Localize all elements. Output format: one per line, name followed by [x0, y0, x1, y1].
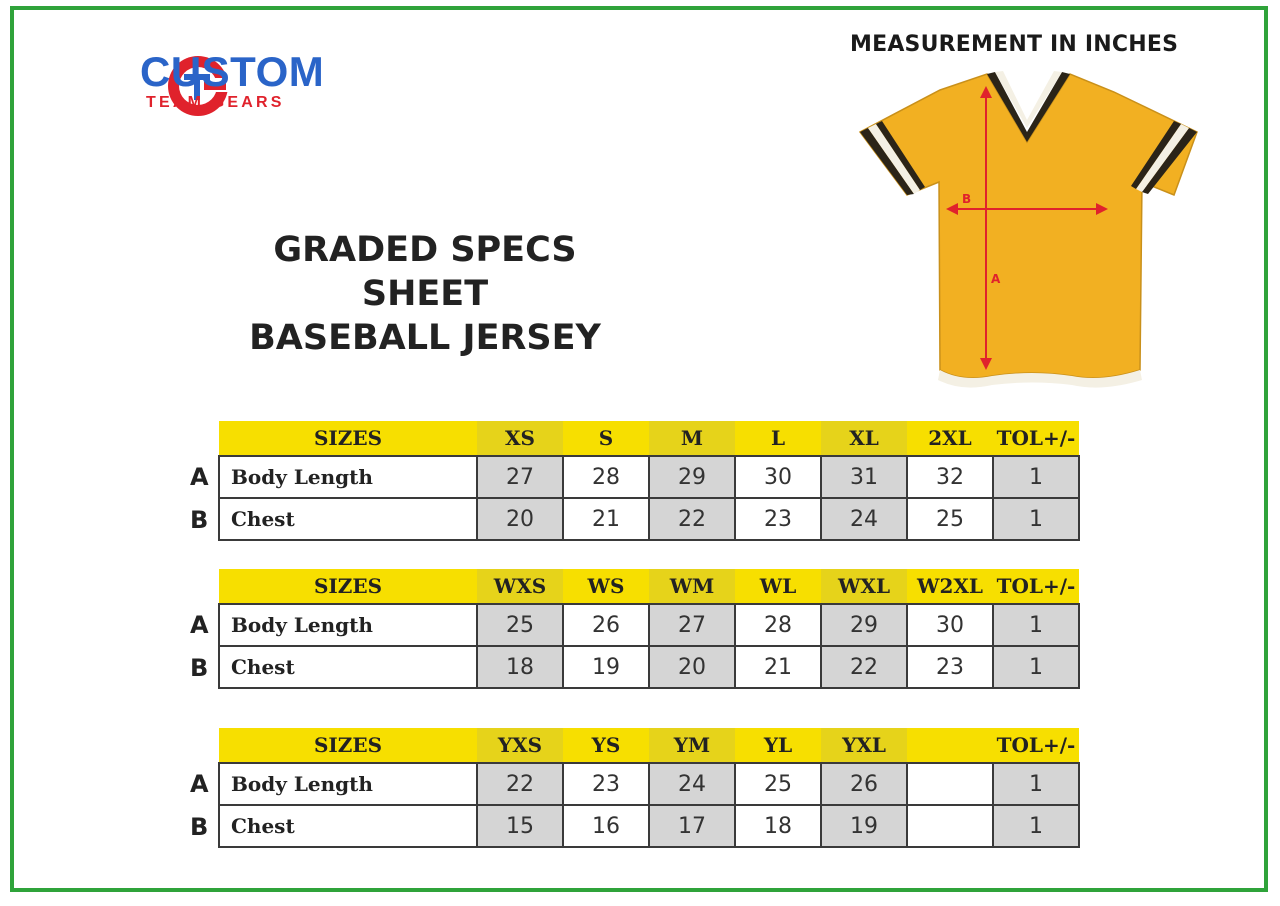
- table-cell: [907, 805, 993, 847]
- tol-cell: 1: [993, 805, 1079, 847]
- table-row: [219, 805, 1079, 847]
- table-cell: 25: [735, 763, 821, 805]
- size-header: YM: [649, 728, 735, 763]
- size-table-youth: [218, 728, 1080, 848]
- table-cell: 27: [649, 604, 735, 646]
- table-cell: 18: [735, 805, 821, 847]
- measurement-title: MEASUREMENT IN INCHES: [850, 32, 1179, 57]
- table-cell: 25: [907, 498, 993, 540]
- table-cell: 19: [563, 646, 649, 688]
- sheet-title-line-2: BASEBALL JERSEY: [249, 318, 601, 358]
- size-table-adult: [218, 421, 1080, 541]
- row-letter-a: A: [190, 463, 209, 491]
- row-letter-a: A: [190, 770, 209, 798]
- tol-header: TOL+/-: [993, 421, 1079, 456]
- table-header-row: [219, 728, 1079, 763]
- size-header: XS: [477, 421, 563, 456]
- row-label: Chest: [219, 805, 477, 847]
- table-cell: 22: [821, 646, 907, 688]
- table-row: [219, 456, 1079, 498]
- table-cell: [907, 763, 993, 805]
- size-header: [907, 728, 993, 763]
- table-cell: 27: [477, 456, 563, 498]
- size-header: YS: [563, 728, 649, 763]
- size-header: WM: [649, 569, 735, 604]
- table-row: [219, 498, 1079, 540]
- table-cell: 26: [821, 763, 907, 805]
- table-cell: 30: [735, 456, 821, 498]
- size-header: YXL: [821, 728, 907, 763]
- row-label: Chest: [219, 646, 477, 688]
- table-cell: 21: [735, 646, 821, 688]
- tol-header: TOL+/-: [993, 728, 1079, 763]
- table-cell: 17: [649, 805, 735, 847]
- table-cell: 21: [563, 498, 649, 540]
- baseball-jersey-icon: [852, 70, 1202, 395]
- tol-header: TOL+/-: [993, 569, 1079, 604]
- table-cell: 23: [907, 646, 993, 688]
- row-letter-b: B: [190, 654, 209, 682]
- table-cell: 23: [563, 763, 649, 805]
- table-cell: 23: [735, 498, 821, 540]
- label-a: A: [991, 272, 1001, 286]
- table-cell: 22: [477, 763, 563, 805]
- table-cell: 32: [907, 456, 993, 498]
- size-header: WXL: [821, 569, 907, 604]
- tol-cell: 1: [993, 498, 1079, 540]
- table-cell: 29: [821, 604, 907, 646]
- table-cell: 24: [649, 763, 735, 805]
- size-header: WL: [735, 569, 821, 604]
- size-header: W2XL: [907, 569, 993, 604]
- size-header: M: [649, 421, 735, 456]
- size-table-women: [218, 569, 1080, 689]
- table-cell: 20: [649, 646, 735, 688]
- table-header-row: [219, 569, 1079, 604]
- row-letter-b: B: [190, 506, 209, 534]
- table-cell: 28: [563, 456, 649, 498]
- table-cell: 19: [821, 805, 907, 847]
- row-label: Body Length: [219, 763, 477, 805]
- row-label: Chest: [219, 498, 477, 540]
- row-letter-b: B: [190, 813, 209, 841]
- size-header: WXS: [477, 569, 563, 604]
- table-cell: 29: [649, 456, 735, 498]
- size-header: L: [735, 421, 821, 456]
- table-cell: 25: [477, 604, 563, 646]
- row-label: Body Length: [219, 456, 477, 498]
- table-cell: 15: [477, 805, 563, 847]
- size-header: S: [563, 421, 649, 456]
- table-row: [219, 604, 1079, 646]
- table-cell: 20: [477, 498, 563, 540]
- tol-cell: 1: [993, 604, 1079, 646]
- sizes-label: SIZES: [219, 569, 477, 604]
- table-row: [219, 646, 1079, 688]
- row-letter-a: A: [190, 611, 209, 639]
- size-header: XL: [821, 421, 907, 456]
- brand-name: CUSTOM: [140, 48, 325, 95]
- tol-cell: 1: [993, 646, 1079, 688]
- table-header-row: [219, 421, 1079, 456]
- size-header: YL: [735, 728, 821, 763]
- table-row: [219, 763, 1079, 805]
- sheet-title-line-1: GRADED SPECS SHEET: [273, 230, 577, 314]
- sizes-label: SIZES: [219, 421, 477, 456]
- table-cell: 16: [563, 805, 649, 847]
- row-label: Body Length: [219, 604, 477, 646]
- table-cell: 18: [477, 646, 563, 688]
- table-cell: 26: [563, 604, 649, 646]
- size-header: WS: [563, 569, 649, 604]
- size-header: 2XL: [907, 421, 993, 456]
- table-cell: 22: [649, 498, 735, 540]
- label-b: B: [962, 192, 972, 206]
- tol-cell: 1: [993, 456, 1079, 498]
- table-cell: 30: [907, 604, 993, 646]
- size-header: YXS: [477, 728, 563, 763]
- table-cell: 24: [821, 498, 907, 540]
- sizes-label: SIZES: [219, 728, 477, 763]
- table-cell: 28: [735, 604, 821, 646]
- sheet-title: [205, 228, 645, 360]
- brand-tagline: TEAM GEARS: [146, 94, 285, 111]
- tol-cell: 1: [993, 763, 1079, 805]
- table-cell: 31: [821, 456, 907, 498]
